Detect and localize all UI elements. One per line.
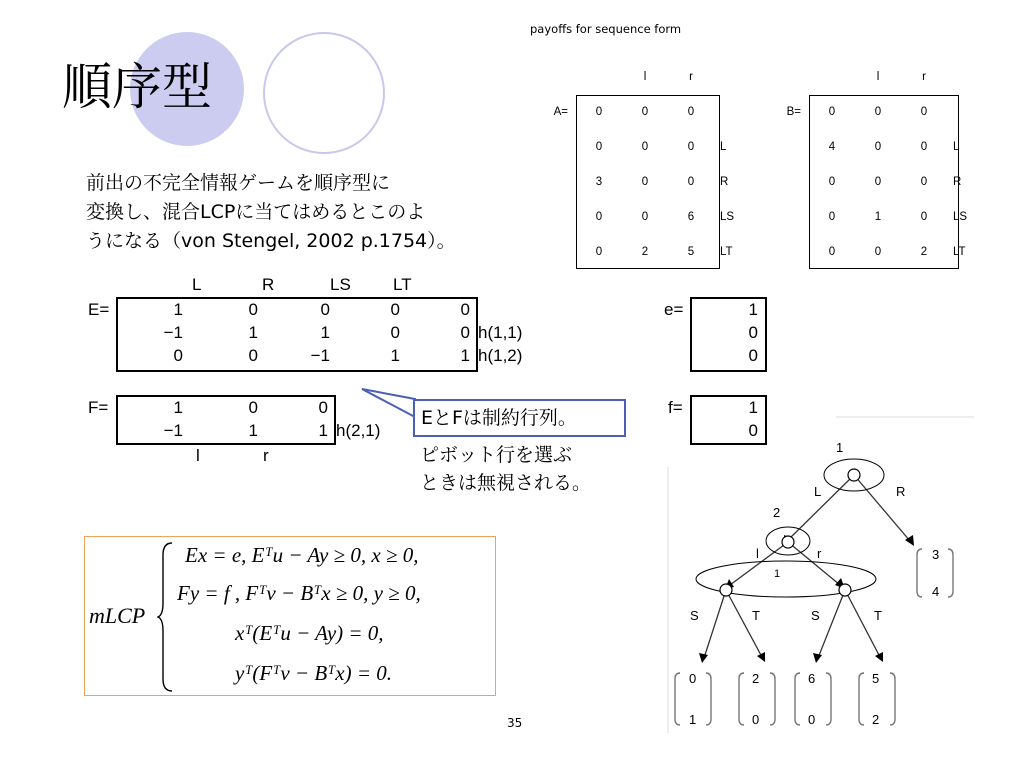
- cell: 0: [828, 105, 836, 118]
- cell: 6: [687, 210, 695, 223]
- page-number: 35: [507, 716, 523, 730]
- cell: 0: [828, 210, 836, 223]
- payoff-value: 4: [932, 584, 940, 599]
- move-label: S: [690, 608, 699, 623]
- payoff-value: 0: [808, 712, 816, 727]
- cell: 1: [173, 300, 183, 319]
- body-text-line-2: 変換し、混合LCPに当てはめるとこのよ: [86, 201, 426, 223]
- payoff-vector: [675, 671, 711, 727]
- cell: 1: [874, 210, 882, 223]
- move-label: S: [811, 608, 820, 623]
- col-header: [809, 59, 855, 94]
- cell: 0: [687, 140, 695, 153]
- payoff-value: 2: [872, 712, 880, 727]
- col-header: LS: [330, 275, 351, 294]
- row-label: L: [720, 140, 727, 153]
- cell: 1: [460, 346, 470, 365]
- move-label: T: [874, 608, 882, 623]
- edge-T-left: [726, 590, 762, 657]
- cell: 1: [748, 300, 758, 319]
- row-label: LT: [953, 245, 966, 258]
- payoff-vector: [739, 671, 775, 727]
- matrix-prefix: f=: [668, 398, 683, 417]
- move-label: r: [817, 546, 822, 561]
- col-header: L: [192, 275, 202, 294]
- body-text-line-3: うになる（von Stengel, 2002 p.1754）。: [86, 230, 456, 252]
- col-header: l: [876, 70, 880, 83]
- matrix-prefix: F=: [88, 398, 109, 417]
- payoff-vector: [795, 671, 831, 727]
- cell: 0: [595, 105, 603, 118]
- arrowhead: [757, 652, 765, 662]
- body-text-line-1: 前出の不完全情報ゲームを順序型に: [86, 172, 391, 194]
- slide-title: 順序型: [62, 58, 212, 116]
- cell: 0: [874, 175, 882, 188]
- move-label: l: [756, 546, 759, 561]
- cell: 0: [874, 245, 882, 258]
- cell: 1: [318, 421, 328, 440]
- cell: 1: [748, 398, 758, 417]
- cell: 1: [320, 323, 330, 342]
- cell: 2: [641, 245, 649, 258]
- cell: 0: [248, 300, 258, 319]
- callout-pointer: [360, 385, 420, 425]
- cell: 0: [460, 323, 470, 342]
- decorative-circle-outline: [263, 32, 385, 154]
- move-label: T: [752, 608, 760, 623]
- payoff-value: 3: [932, 547, 940, 562]
- payoff-value: 2: [752, 671, 760, 686]
- edge-S-right: [818, 590, 845, 658]
- node-p1-left: [720, 584, 732, 596]
- payoff-table-b: [773, 59, 977, 269]
- cell: 4: [828, 140, 836, 153]
- formula-line-1: Ex = e, Eᵀu − Ay ≥ 0, x ≥ 0,: [185, 543, 419, 567]
- matrix-prefix: E=: [88, 300, 110, 319]
- matrix-prefix: B=: [786, 105, 801, 118]
- payoff-value: 0: [752, 712, 760, 727]
- cell: 0: [595, 140, 603, 153]
- cell: 0: [687, 175, 695, 188]
- cell: 0: [748, 421, 758, 440]
- cell: 0: [920, 140, 928, 153]
- edge-T-right: [845, 590, 880, 657]
- cell: 0: [390, 300, 400, 319]
- row-label: LT: [720, 245, 733, 258]
- cell: 1: [248, 421, 258, 440]
- cell: 2: [920, 245, 928, 258]
- mlcp-formula-box: [84, 536, 496, 696]
- cell: 0: [828, 245, 836, 258]
- row-label: h(1,1): [478, 323, 523, 342]
- cell: 0: [173, 346, 183, 365]
- matrix-prefix: e=: [664, 300, 684, 319]
- row-label: R: [720, 175, 729, 188]
- cell: 1: [390, 346, 400, 365]
- cell: 0: [595, 245, 603, 258]
- row-label: R: [953, 175, 962, 188]
- cell: 0: [641, 210, 649, 223]
- row-label: h(1,2): [478, 346, 523, 365]
- player-label-2: 2: [773, 505, 781, 520]
- note-line-1: ピボット行を選ぶ: [420, 444, 573, 466]
- cell: 0: [641, 105, 649, 118]
- node-player2: [782, 536, 794, 548]
- arrowhead: [813, 653, 822, 663]
- cell: 0: [248, 346, 258, 365]
- cell: 0: [920, 105, 928, 118]
- row-label: h(2,1): [336, 421, 381, 440]
- row-label: L: [953, 140, 960, 153]
- cell: 5: [687, 245, 695, 258]
- payoff-value: 6: [808, 671, 816, 686]
- cell: 0: [748, 346, 758, 365]
- col-header: LT: [393, 275, 412, 294]
- row-label: [714, 94, 744, 129]
- note-line-2: ときは無視される。: [420, 472, 592, 494]
- cell: 0: [641, 140, 649, 153]
- move-label: R: [896, 484, 906, 499]
- info-set-label: 1: [774, 568, 781, 580]
- payoff-value: 5: [872, 671, 880, 686]
- row-label: [947, 94, 977, 129]
- col-header: l: [643, 70, 647, 83]
- node-root: [848, 469, 860, 481]
- formula-line-2: Fy = f , Fᵀv − Bᵀx ≥ 0, y ≥ 0,: [177, 581, 421, 605]
- formula-line-3: xᵀ(Eᵀu − Ay) = 0,: [235, 621, 384, 645]
- row-label: LS: [953, 210, 968, 223]
- formula-line-4: yᵀ(Fᵀv − Bᵀx) = 0.: [235, 661, 393, 685]
- cell: −1: [163, 323, 183, 342]
- cell: 0: [595, 210, 603, 223]
- col-header: r: [689, 70, 693, 83]
- callout-box: [413, 399, 626, 437]
- cell: 0: [874, 105, 882, 118]
- arrowhead: [875, 652, 883, 662]
- formula-brace: [157, 541, 175, 693]
- cell: 0: [460, 300, 470, 319]
- move-label: L: [814, 484, 822, 499]
- col-header: r: [922, 70, 926, 83]
- payoff-value: 1: [689, 712, 697, 727]
- cell: 0: [828, 175, 836, 188]
- col-header: r: [263, 446, 269, 465]
- matrix-prefix: A=: [553, 105, 568, 118]
- cell: 1: [173, 398, 183, 417]
- payoff-value: 0: [689, 671, 697, 686]
- game-tree: [666, 415, 986, 735]
- formula-name: mLCP: [89, 603, 146, 628]
- cell: 0: [920, 175, 928, 188]
- col-header: R: [262, 275, 275, 294]
- cell: 0: [248, 398, 258, 417]
- arrowhead: [699, 653, 708, 663]
- cell: 0: [318, 398, 328, 417]
- cell: −1: [310, 346, 330, 365]
- cell: 0: [920, 210, 928, 223]
- payoff-caption: payoffs for sequence form: [530, 22, 682, 36]
- col-header: l: [196, 446, 200, 465]
- cell: 0: [748, 323, 758, 342]
- cell: −1: [163, 421, 183, 440]
- payoff-vector: [859, 671, 895, 727]
- player-label-root: 1: [836, 440, 844, 455]
- cell: 3: [595, 175, 603, 188]
- col-header: [576, 59, 622, 94]
- edge-S-left: [704, 590, 726, 658]
- payoff-table-a: [540, 59, 744, 269]
- row-label: LS: [720, 210, 735, 223]
- node-p1-right: [839, 584, 851, 596]
- payoff-vector: [917, 547, 953, 599]
- cell: 0: [641, 175, 649, 188]
- cell: 0: [320, 300, 330, 319]
- cell: 0: [390, 323, 400, 342]
- cell: 0: [687, 105, 695, 118]
- cell: 1: [248, 323, 258, 342]
- cell: 0: [874, 140, 882, 153]
- callout-text: EとFは制約行列。: [421, 407, 577, 429]
